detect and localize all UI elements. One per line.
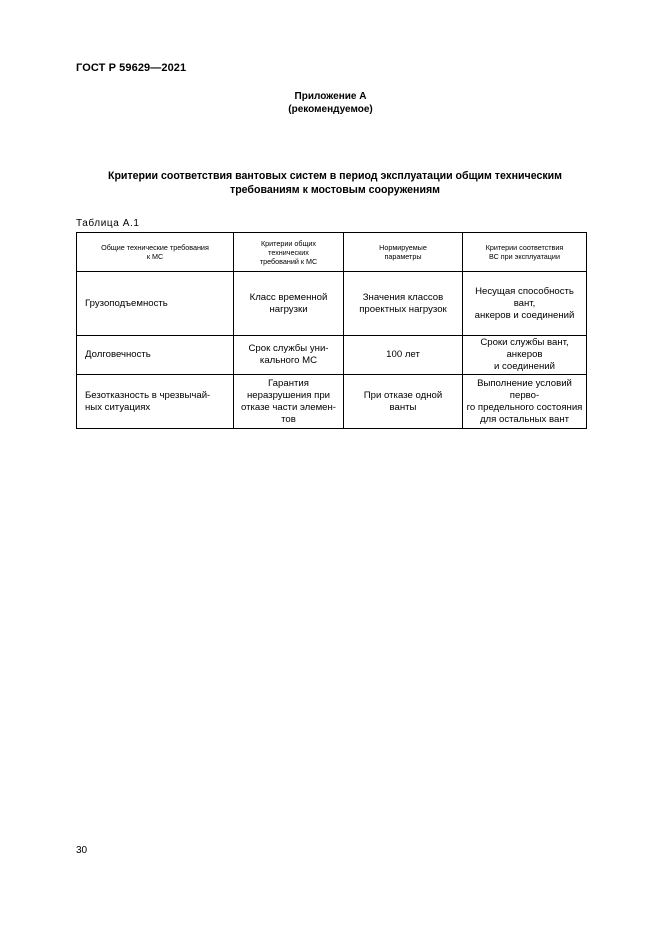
cell-line: отказе части элемен- [240, 401, 337, 413]
table-cell [344, 375, 463, 429]
document-code: ГОСТ Р 59629—2021 [76, 62, 187, 74]
table-row [77, 336, 587, 375]
cell-line: Значения классов [362, 291, 444, 303]
cell-line: Гарантия [268, 377, 309, 389]
cell-line: нагрузки [269, 303, 308, 315]
table-row [77, 375, 587, 429]
appendix-heading [100, 169, 570, 197]
header-line: Критерии общих [260, 238, 317, 248]
cell-line: ванты [389, 401, 417, 413]
cell-line: Сроки службы вант, анкеров [480, 337, 569, 360]
criteria-table [76, 232, 587, 429]
header-general-criteria [234, 233, 344, 272]
heading-line-2: требованиям к мостовым сооружениям [230, 184, 440, 196]
cell-line: и соединений [494, 361, 555, 372]
cell-line: Несущая способность вант, [475, 285, 574, 309]
header-compliance-criteria [463, 233, 587, 272]
cell-line: анкеров и соединений [474, 309, 575, 321]
table-cell [344, 336, 463, 375]
appendix-title: Приложение А [294, 91, 367, 102]
cell-line: ных ситуациях [85, 401, 151, 413]
table-cell [77, 272, 234, 336]
cell-line: 100 лет [386, 349, 420, 360]
table-cell [344, 272, 463, 336]
cell-line: Класс временной [249, 291, 328, 303]
cell-line: кального МС [259, 355, 318, 366]
cell-line: Долговечность [85, 349, 151, 360]
header-line: Нормируемые [379, 243, 427, 252]
cell-line: го предельного состояния [466, 401, 583, 413]
table-cell [77, 336, 234, 375]
cell-line: Срок службы уни- [248, 343, 329, 354]
page-number: 30 [76, 845, 88, 856]
header-line: ВС при эксплуатации [489, 252, 560, 261]
cell-line: неразрушения при [246, 389, 331, 401]
cell-line: Безотказность в чрезвычай- [85, 389, 211, 401]
table-cell [463, 336, 587, 375]
header-normalized-parameters [344, 233, 463, 272]
table-cell [234, 375, 344, 429]
cell-line: для остальных вант [479, 413, 570, 425]
header-line: Общие технические требования [101, 243, 209, 252]
table-cell [234, 272, 344, 336]
cell-line: Грузоподъемность [85, 297, 168, 309]
header-line: параметры [384, 252, 422, 261]
cell-line: тов [281, 413, 296, 425]
cell-line: При отказе одной [363, 389, 443, 401]
heading-line-1: Критерии соответствия вантовых систем в период эксплуатации общим техническим [108, 170, 562, 182]
table-header-row [77, 233, 587, 272]
table-row [77, 272, 587, 336]
appendix-status: (рекомендуемое) [288, 104, 373, 115]
header-line: к МС [146, 252, 164, 261]
cell-line: Выполнение условий перво- [477, 377, 572, 401]
table-cell [463, 272, 587, 336]
table-caption: Таблица А.1 [76, 218, 140, 229]
header-general-requirements [77, 233, 234, 272]
cell-line: проектных нагрузок [359, 303, 447, 315]
header-line: технических [268, 247, 309, 257]
header-line: Критерии соответствия [485, 243, 564, 252]
table-cell [463, 375, 587, 429]
header-line: требований к МС [259, 256, 318, 266]
table-cell [234, 336, 344, 375]
table-cell [77, 375, 234, 429]
